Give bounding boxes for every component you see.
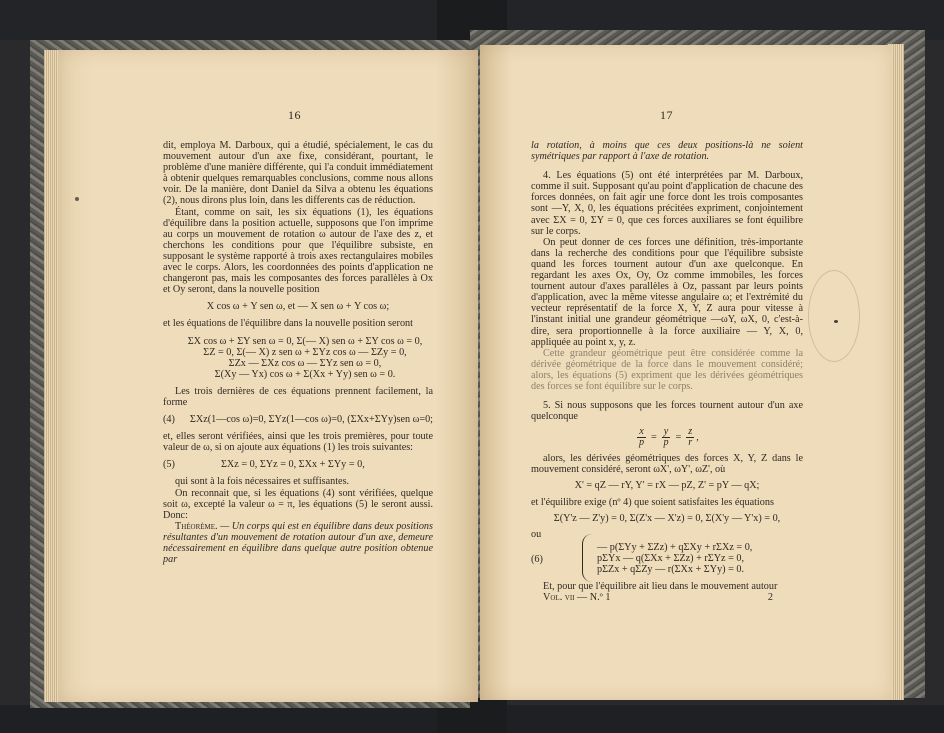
equation-line: Σ(Xy — Yx) cos ω + Σ(Xx + Yy) sen ω = 0. (214, 368, 396, 380)
equation-axis: $\frac{x}{p}$ = $\frac{y}{p}$ = $\frac{z}{r}$ , (638, 426, 699, 449)
left-page-number: 16 (288, 108, 301, 122)
signature-number: 2 (767, 592, 773, 604)
right-paragraph-3: Cette grandeur géométrique peut être considérée comme la dérivée géométrique de la force dans le mouvement considéré; alors, les équations (5) expriment que les dérivées géométriques des forces se font équilibre sur le corps. (531, 347, 803, 392)
right-paragraph-0: la rotation, à moins que ces deux positions-là ne soient symétriques par rapport à l'axe de rotation. (531, 140, 803, 163)
theorem (163, 521, 433, 565)
equation-line: — p(ΣYy + ΣZz) + qΣXy + rΣXz = 0, (597, 541, 753, 553)
theorem-label: Théorème. (175, 520, 218, 532)
numerator: x (639, 426, 644, 438)
numerator: z (688, 426, 693, 438)
right-paragraph-5: alors, les dérivées géométriques des forces X, Y, Z dans le mouvement considéré, seront ωX', ωY', ωZ', où (531, 453, 803, 476)
fraction-z-over-r (686, 427, 694, 448)
equation-4 (163, 414, 433, 425)
equation-line: pΣZx + qΣZy — r(ΣXx + ΣYy) = 0. (597, 564, 745, 575)
denominator: r (688, 437, 693, 449)
left-paragraph-1: dit, employa M. Darboux, qui a étudié, spécialement, le cas du mouvement autour d'un axe fixe, considérant, pourtant, le problème d'une manière différente, qui l'a conduit immédiatement à obtenir quelques remarquables conclusions, comme nous allons voir. De la manière, dont Daniel da Silva a obtenu les équations (2), nous dirons plus loin, dans les differents cas de réduction. (163, 140, 433, 207)
equation-line: ΣZx — ΣXz cos ω — ΣYz sen ω = 0, (228, 357, 382, 369)
equation-brace (582, 534, 593, 582)
right-paragraph-7: Et, pour que l'équilibre ait lieu dans le mouvement autour (543, 581, 778, 593)
right-paragraph-4: 5. Si nous supposons que les forces tournent autour d'un axe quelconque (531, 400, 803, 423)
equation-rotated-components: X cos ω + Y sen ω, et — X sen ω + Y cos ω; (206, 301, 390, 313)
theorem-text: — Un corps qui est en équilibre dans deux positions résultantes d'un mouvement de rotation autour d'un axe, demeure nécessairement en équilibre dans quelque autre position obtenue par (163, 520, 433, 566)
left-paragraph-3: et les équations de l'équilibre dans la nouvelle position seront (163, 318, 413, 330)
equation-label: (5) (163, 459, 175, 471)
equation-label: (4) (163, 414, 175, 426)
equation-label: (6) (531, 553, 543, 565)
page-footer (531, 592, 803, 603)
ink-spot (75, 197, 79, 201)
equation-line: pΣYx — q(ΣXx + ΣZz) + rΣYz = 0, (597, 552, 745, 564)
faded-library-stamp (808, 270, 860, 362)
equation-line: ΣZ = 0, Σ(— X) z sen ω + ΣYz cos ω — ΣZy = 0, (203, 346, 407, 358)
right-page-text (531, 140, 803, 603)
equation-5 (163, 459, 433, 470)
ink-spot (834, 320, 838, 323)
fraction-x-over-p (637, 427, 646, 448)
right-paragraph-1: 4. Les équations (5) ont été interprétées par M. Darboux, comme il suit. Supposant qu'au point d'application de chacune des forces données, on fait agir une force dont les trois composantes sont —Y, X, 0, les équations précitées expriment, conjointement avec ΣX = 0, ΣY = 0, que ces forces auxiliares se font équilibre sur le corps. (531, 170, 803, 237)
equation-sums: Σ(Y'z — Z'y) = 0, Σ(Z'x — X'z) = 0, Σ(X'y — Y'x) = 0, (553, 512, 781, 524)
equation-body: ΣXz(1—cos ω)=0, ΣYz(1—cos ω)=0, (ΣXx+ΣYy)sen ω=0; (189, 414, 433, 426)
left-page-text (163, 140, 433, 565)
ou-label: ou (531, 528, 542, 540)
denominator: p (638, 437, 645, 449)
right-paragraph-6: et l'équilibre exige (nº 4) que soient satisfaites les équations (531, 496, 774, 508)
left-paragraph-4: Les trois dernières de ces équations prennent facilement, la forme (163, 385, 433, 408)
volume-number: Vol. vii — N.º 1 (543, 592, 611, 604)
denominator: p (663, 437, 669, 449)
equation-6 (531, 542, 803, 575)
left-paragraph-6: qui sont à la fois nécessaires et suffisantes. (175, 476, 350, 488)
right-paragraph-2: On peut donner de ces forces une définition, très-importante dans la recherche des conditions pour que l'équilibre subsiste quand les forces tournent autour d'un axe quelconque. En regardant les axes Ox, Oy, Oz comme immobiles, les forces tournent autour d'axes parallèles à Oz, passant par leurs points d'application, avec la même vitesse angulaire ω; et l'extrémité du vecteur représentatif de la force X, Y, Z aura pour vitesse à l'instant initial une grandeur géométrique —ωY, ωX, 0, c'est-à-dire, sera proportionnelle à la force auxiliaire — Y, X, 0, appliquée au point x, y, z. (531, 236, 803, 348)
equation-derivatives: X' = qZ — rY, Y' = rX — pZ, Z' = pY — qX; (574, 480, 760, 492)
fraction-tail: , (696, 432, 699, 444)
left-paragraph-5: et, elles seront vérifiées, ainsi que les trois premières, pour toute valeur de ω, si on ajoute aux équations (1) les trois suivantes: (163, 431, 433, 454)
left-paragraph-7: On reconnait que, si les équations (4) sont vérifiées, quelque soit ω, excepté la valeur ω = π, les équations (5) le seront aussi. Donc: (163, 487, 433, 521)
equation-body: ΣXz = 0, ΣYz = 0, ΣXx + ΣYy = 0, (221, 459, 365, 471)
equation-line: ΣX cos ω + ΣY sen ω = 0, Σ(— X) sen ω + ΣY cos ω = 0, (187, 335, 423, 347)
equation-block-equilibrium (177, 336, 433, 380)
fraction-y-over-p (662, 427, 671, 448)
left-paragraph-2: Étant, comme on sait, les six équations (1), les équations d'équilibre dans la position actuelle, supposons que l'on imprime au corps un mouvement de rotation ω autour de l'axe des z, et cherchons les conditions pour que l'équilibre subsiste, en supposant le système rapporté à trois axes rectangulaires mobiles avec le corps. Alors, les coordonnées des points d'application ne changeront pas, mais les composantes des forces parallèles à Ox et Oy seront, dans la nouvelle position (163, 206, 433, 296)
right-page-number: 17 (660, 108, 673, 122)
numerator: y (663, 426, 669, 438)
